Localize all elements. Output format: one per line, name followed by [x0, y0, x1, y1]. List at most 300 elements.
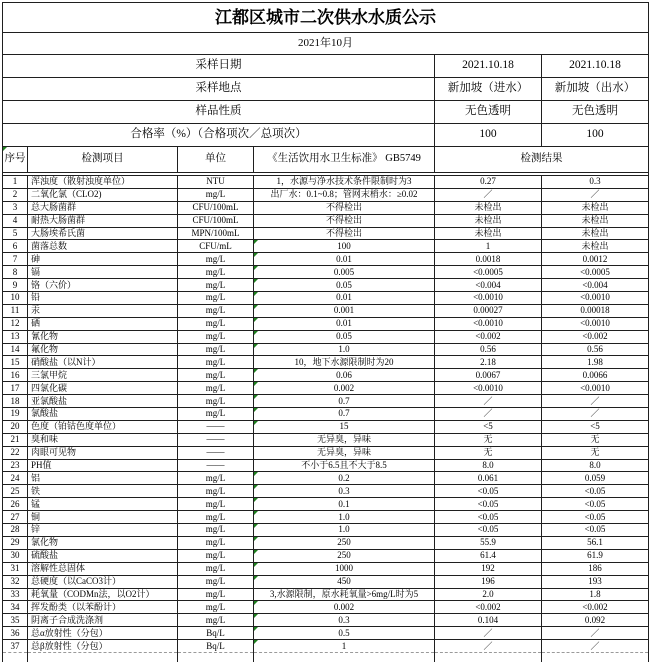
result-inlet: <0.05	[435, 485, 542, 498]
item-name: 铅	[28, 292, 178, 305]
item-unit: mg/L	[178, 266, 254, 279]
result-inlet: <0.0010	[435, 317, 542, 330]
cell-corner-marker-icon	[254, 344, 258, 348]
standard-limit-text: 0.3	[338, 485, 350, 496]
info-row-sample-nature	[3, 101, 649, 124]
result-inlet: <0.0010	[435, 382, 542, 395]
standard-limit-text: 1.0	[338, 511, 350, 522]
result-inlet: <0.004	[435, 279, 542, 292]
item-name: 硒	[28, 317, 178, 330]
item-unit: mg/L	[178, 511, 254, 524]
result-inlet: 0.104	[435, 614, 542, 627]
item-unit: NTU	[178, 176, 254, 189]
table-row	[3, 214, 649, 227]
item-unit: mg/L	[178, 253, 254, 266]
row-number: 24	[3, 472, 28, 485]
standard-limit-text: 0.5	[338, 627, 350, 638]
cell-corner-marker-icon	[254, 524, 258, 528]
col-header-result: 检测结果	[435, 147, 649, 173]
standard-limit-text: 不得检出	[325, 202, 362, 213]
row-number: 17	[3, 382, 28, 395]
cell-corner-marker-icon	[254, 253, 258, 257]
standard-limit-text: 0.002	[333, 382, 355, 393]
item-name: 四氯化碳	[28, 382, 178, 395]
column-header-row	[3, 147, 649, 173]
result-outlet: <0.0010	[542, 317, 649, 330]
result-outlet: <0.0010	[542, 382, 649, 395]
row-number: 34	[3, 601, 28, 614]
standard-limit	[254, 330, 435, 343]
item-unit: mg/L	[178, 188, 254, 201]
cell-corner-marker-icon	[254, 395, 258, 399]
standard-limit	[254, 240, 435, 253]
row-number: 13	[3, 330, 28, 343]
item-unit: mg/L	[178, 369, 254, 382]
standard-limit	[254, 640, 435, 653]
item-unit: mg/L	[178, 601, 254, 614]
row-number: 1	[3, 176, 28, 189]
item-name: 二氧化氯（CLO2)	[28, 188, 178, 201]
row-number: 31	[3, 562, 28, 575]
info-label: 样品性质	[3, 101, 435, 124]
table-row	[3, 485, 649, 498]
result-outlet: <5	[542, 420, 649, 433]
item-name: 氯化物	[28, 536, 178, 549]
item-name: 汞	[28, 304, 178, 317]
item-name: 锌	[28, 524, 178, 537]
result-outlet: ／	[542, 395, 649, 408]
result-outlet: 8.0	[542, 459, 649, 472]
standard-limit	[254, 214, 435, 227]
standard-limit-text: 0.2	[338, 472, 350, 483]
table-row	[3, 536, 649, 549]
table-row	[3, 292, 649, 305]
item-name: 总大肠菌群	[28, 201, 178, 214]
col-header-standard: 《生活饮用水卫生标准》 GB5749	[254, 147, 435, 173]
item-unit: CFU/mL	[178, 240, 254, 253]
standard-limit-text: 0.05	[336, 279, 352, 290]
standard-limit-text: 1，水源与净水技术条件限制时为3	[276, 176, 412, 187]
table-row	[3, 356, 649, 369]
item-name: 铜	[28, 511, 178, 524]
result-inlet: <0.002	[435, 601, 542, 614]
standard-limit-text: 450	[337, 576, 351, 587]
standard-limit-text: 不得检出	[325, 215, 362, 226]
row-number: 4	[3, 214, 28, 227]
result-inlet: ／	[435, 640, 542, 653]
results-body	[3, 176, 649, 653]
table-row	[3, 304, 649, 317]
standard-limit	[254, 176, 435, 189]
table-row	[3, 549, 649, 562]
item-name: 阴离子合成洗涤剂	[28, 614, 178, 627]
result-outlet: <0.0005	[542, 266, 649, 279]
standard-limit-text: 1.0	[338, 344, 350, 355]
item-unit: CFU/100mL	[178, 201, 254, 214]
standard-limit-text: 15	[339, 421, 349, 432]
item-unit: mg/L	[178, 536, 254, 549]
result-inlet: ／	[435, 408, 542, 421]
cell-corner-marker-icon	[254, 537, 258, 541]
standard-limit-text: 250	[337, 537, 351, 548]
table-row	[3, 201, 649, 214]
item-unit: mg/L	[178, 356, 254, 369]
row-number: 23	[3, 459, 28, 472]
row-number: 6	[3, 240, 28, 253]
row-number: 9	[3, 279, 28, 292]
item-name: 硫酸盐	[28, 549, 178, 562]
result-outlet: <0.05	[542, 524, 649, 537]
table-row	[3, 382, 649, 395]
standard-limit-text: 无异臭，异味	[316, 434, 371, 445]
item-unit: mg/L	[178, 304, 254, 317]
table-row	[3, 317, 649, 330]
info-value-inlet: 100	[435, 124, 542, 147]
result-outlet: <0.002	[542, 601, 649, 614]
result-outlet: 未检出	[542, 214, 649, 227]
result-inlet: <0.0010	[435, 292, 542, 305]
table-row	[3, 640, 649, 653]
table-row	[3, 330, 649, 343]
table-row	[3, 176, 649, 189]
result-outlet: <0.05	[542, 485, 649, 498]
table-row	[3, 279, 649, 292]
table-row	[3, 562, 649, 575]
cell-corner-marker-icon	[254, 305, 258, 309]
result-outlet: 193	[542, 575, 649, 588]
result-inlet: 未检出	[435, 214, 542, 227]
result-outlet: <0.004	[542, 279, 649, 292]
result-outlet: 0.3	[542, 176, 649, 189]
result-inlet: 55.9	[435, 536, 542, 549]
item-name: 镉	[28, 266, 178, 279]
standard-limit-text: 100	[337, 240, 351, 251]
standard-limit	[254, 536, 435, 549]
item-unit: MPN/100mL	[178, 227, 254, 240]
result-inlet: <5	[435, 420, 542, 433]
table-row	[3, 395, 649, 408]
item-name: 臭和味	[28, 433, 178, 446]
result-inlet: 2.18	[435, 356, 542, 369]
item-name: 锰	[28, 498, 178, 511]
col-header-number	[3, 147, 28, 173]
item-unit: ——	[178, 446, 254, 459]
standard-limit	[254, 317, 435, 330]
item-name: 氟化物	[28, 343, 178, 356]
standard-limit-text: 0.01	[336, 292, 352, 303]
info-row-sampling-date	[3, 55, 649, 78]
row-number: 37	[3, 640, 28, 653]
table-row	[3, 472, 649, 485]
item-unit: CFU/100mL	[178, 214, 254, 227]
info-label: 合格率（%）（合格项次／总项次）	[3, 124, 435, 147]
result-inlet: <0.0005	[435, 266, 542, 279]
item-unit: mg/L	[178, 498, 254, 511]
cell-corner-marker-icon	[254, 382, 258, 386]
item-unit: mg/L	[178, 382, 254, 395]
result-outlet: 0.00018	[542, 304, 649, 317]
result-outlet: 1.98	[542, 356, 649, 369]
standard-limit	[254, 524, 435, 537]
standard-limit	[254, 562, 435, 575]
standard-limit	[254, 266, 435, 279]
standard-limit-text: 0.3	[338, 614, 350, 625]
row-number: 25	[3, 485, 28, 498]
table-row	[3, 524, 649, 537]
result-outlet: 1.8	[542, 588, 649, 601]
row-number: 36	[3, 627, 28, 640]
table-row	[3, 614, 649, 627]
standard-limit	[254, 292, 435, 305]
result-outlet: ／	[542, 627, 649, 640]
standard-limit-text: 3,水源限制，原水耗氧量>6mg/L时为5	[269, 588, 419, 599]
row-number: 30	[3, 549, 28, 562]
item-name: 氰化物	[28, 330, 178, 343]
standard-limit	[254, 575, 435, 588]
standard-limit	[254, 395, 435, 408]
standard-limit-text: 250	[337, 550, 351, 561]
info-value-outlet: 新加坡（出水）	[542, 78, 649, 101]
item-unit: mg/L	[178, 292, 254, 305]
standard-limit	[254, 408, 435, 421]
table-row	[3, 446, 649, 459]
item-name: 色度（铂钴色度单位）	[28, 420, 178, 433]
item-name: 挥发酚类（以苯酚计）	[28, 601, 178, 614]
cell-corner-marker-icon	[254, 576, 258, 580]
item-unit: ——	[178, 433, 254, 446]
info-row-pass-rate	[3, 124, 649, 147]
item-name: 硝酸盐（以N计）	[28, 356, 178, 369]
result-outlet: 0.56	[542, 343, 649, 356]
item-unit: mg/L	[178, 575, 254, 588]
page-break-row	[3, 652, 649, 662]
item-unit: mg/L	[178, 279, 254, 292]
info-label: 采样日期	[3, 55, 435, 78]
standard-limit-text: 不小于6.5且不大于8.5	[301, 460, 387, 471]
item-name: 总β放射性（分包）	[28, 640, 178, 653]
item-unit: ——	[178, 420, 254, 433]
item-unit: mg/L	[178, 588, 254, 601]
standard-limit	[254, 369, 435, 382]
result-outlet: ／	[542, 640, 649, 653]
standard-limit	[254, 498, 435, 511]
result-outlet: ／	[542, 408, 649, 421]
cell-corner-marker-icon	[254, 472, 258, 476]
result-outlet: <0.002	[542, 330, 649, 343]
standard-limit-text: 不得检出	[325, 228, 362, 238]
table-row	[3, 433, 649, 446]
standard-limit	[254, 549, 435, 562]
cell-corner-marker-icon	[254, 318, 258, 322]
row-number: 28	[3, 524, 28, 537]
standard-limit	[254, 601, 435, 614]
info-label: 采样地点	[3, 78, 435, 101]
result-outlet: 56.1	[542, 536, 649, 549]
item-name: 总硬度（以CaCO3计）	[28, 575, 178, 588]
item-name: 铬（六价）	[28, 279, 178, 292]
table-row	[3, 227, 649, 240]
result-outlet: 0.092	[542, 614, 649, 627]
table-row	[3, 511, 649, 524]
standard-limit-text: 0.01	[336, 318, 352, 329]
standard-limit	[254, 485, 435, 498]
row-number: 21	[3, 433, 28, 446]
cell-corner-marker-icon	[254, 601, 258, 605]
standard-limit	[254, 304, 435, 317]
item-unit: mg/L	[178, 562, 254, 575]
item-name: 三氯甲烷	[28, 369, 178, 382]
standard-limit-text: 无异臭，异味	[316, 447, 371, 458]
item-name: PH值	[28, 459, 178, 472]
table-row	[3, 188, 649, 201]
col-header-label: 序号	[4, 153, 26, 165]
standard-limit-text: 1.0	[338, 524, 350, 535]
item-name: 铝	[28, 472, 178, 485]
row-number: 5	[3, 227, 28, 240]
result-inlet: 0.56	[435, 343, 542, 356]
result-outlet: <0.0010	[542, 292, 649, 305]
cell-corner-marker-icon	[254, 498, 258, 502]
standard-limit	[254, 253, 435, 266]
standard-limit-text: 出厂水：0.1~0.8；管网末梢水：≥0.02	[270, 189, 418, 200]
item-unit: mg/L	[178, 549, 254, 562]
standard-limit	[254, 201, 435, 214]
cell-corner-marker-icon	[254, 550, 258, 554]
cell-corner-marker-icon	[254, 640, 258, 644]
standard-limit	[254, 511, 435, 524]
result-inlet: 无	[435, 433, 542, 446]
item-unit: ——	[178, 459, 254, 472]
table-row	[3, 240, 649, 253]
row-number: 7	[3, 253, 28, 266]
item-name: 溶解性总固体	[28, 562, 178, 575]
row-number: 20	[3, 420, 28, 433]
standard-limit	[254, 343, 435, 356]
table-row	[3, 601, 649, 614]
item-name: 大肠埃希氏菌	[28, 227, 178, 240]
row-number: 3	[3, 201, 28, 214]
item-unit: Bq/L	[178, 627, 254, 640]
info-value-inlet: 新加坡（进水）	[435, 78, 542, 101]
result-inlet: 2.0	[435, 588, 542, 601]
result-inlet: 8.0	[435, 459, 542, 472]
standard-limit	[254, 227, 435, 240]
result-inlet: 192	[435, 562, 542, 575]
cell-corner-marker-icon	[254, 292, 258, 296]
standard-limit	[254, 446, 435, 459]
result-inlet: 0.0067	[435, 369, 542, 382]
table-row	[3, 369, 649, 382]
standard-limit-text: 0.7	[338, 395, 350, 406]
item-name: 浑浊度（散射浊度单位）	[28, 176, 178, 189]
standard-limit-text: 0.01	[336, 253, 352, 264]
cell-corner-marker-icon	[254, 421, 258, 425]
item-unit: Bq/L	[178, 640, 254, 653]
result-outlet: 未检出	[542, 227, 649, 240]
standard-limit-text: 1000	[335, 563, 353, 574]
row-number: 16	[3, 369, 28, 382]
row-number: 18	[3, 395, 28, 408]
cell-corner-marker-icon	[254, 485, 258, 489]
standard-limit	[254, 420, 435, 433]
result-inlet: ／	[435, 188, 542, 201]
standard-limit	[254, 459, 435, 472]
item-unit: mg/L	[178, 472, 254, 485]
result-inlet: <0.05	[435, 498, 542, 511]
row-number: 32	[3, 575, 28, 588]
result-outlet: 0.059	[542, 472, 649, 485]
table-row	[3, 420, 649, 433]
info-value-inlet: 无色透明	[435, 101, 542, 124]
result-inlet: 0.061	[435, 472, 542, 485]
standard-limit	[254, 472, 435, 485]
row-number: 22	[3, 446, 28, 459]
row-number: 8	[3, 266, 28, 279]
item-unit: mg/L	[178, 485, 254, 498]
standard-limit	[254, 279, 435, 292]
result-outlet: ／	[542, 188, 649, 201]
result-inlet: 0.0018	[435, 253, 542, 266]
table-row	[3, 575, 649, 588]
result-inlet: 0.27	[435, 176, 542, 189]
standard-limit	[254, 614, 435, 627]
cell-corner-marker-icon	[254, 266, 258, 270]
row-number: 33	[3, 588, 28, 601]
item-unit: mg/L	[178, 330, 254, 343]
result-inlet: ／	[435, 395, 542, 408]
result-outlet: 186	[542, 562, 649, 575]
table-row	[3, 408, 649, 421]
result-outlet: 无	[542, 446, 649, 459]
item-unit: mg/L	[178, 614, 254, 627]
standard-limit-text: 0.06	[336, 369, 352, 380]
result-inlet: 196	[435, 575, 542, 588]
item-name: 铁	[28, 485, 178, 498]
row-number: 15	[3, 356, 28, 369]
standard-limit-text: 0.1	[338, 498, 350, 509]
info-value-inlet: 2021.10.18	[435, 55, 542, 78]
item-name: 砷	[28, 253, 178, 266]
water-quality-report-table	[2, 2, 649, 662]
result-outlet: 未检出	[542, 201, 649, 214]
row-number: 2	[3, 188, 28, 201]
item-unit: mg/L	[178, 524, 254, 537]
result-inlet: <0.05	[435, 524, 542, 537]
standard-limit	[254, 382, 435, 395]
table-row	[3, 343, 649, 356]
item-name: 菌落总数	[28, 240, 178, 253]
result-outlet: 未检出	[542, 240, 649, 253]
standard-limit	[254, 356, 435, 369]
item-unit: mg/L	[178, 395, 254, 408]
standard-limit-text: 0.002	[333, 601, 355, 612]
table-row	[3, 498, 649, 511]
result-inlet: 0.00027	[435, 304, 542, 317]
result-inlet: 1	[435, 240, 542, 253]
standard-limit-text: 1	[341, 640, 347, 651]
result-outlet: <0.05	[542, 511, 649, 524]
result-inlet: 无	[435, 446, 542, 459]
row-number: 14	[3, 343, 28, 356]
row-number: 10	[3, 292, 28, 305]
standard-limit-text: 0.7	[338, 408, 350, 419]
standard-limit	[254, 433, 435, 446]
info-value-outlet: 无色透明	[542, 101, 649, 124]
info-value-outlet: 2021.10.18	[542, 55, 649, 78]
cell-corner-marker-icon	[254, 511, 258, 515]
cell-corner-marker-icon	[254, 279, 258, 283]
table-row	[3, 588, 649, 601]
